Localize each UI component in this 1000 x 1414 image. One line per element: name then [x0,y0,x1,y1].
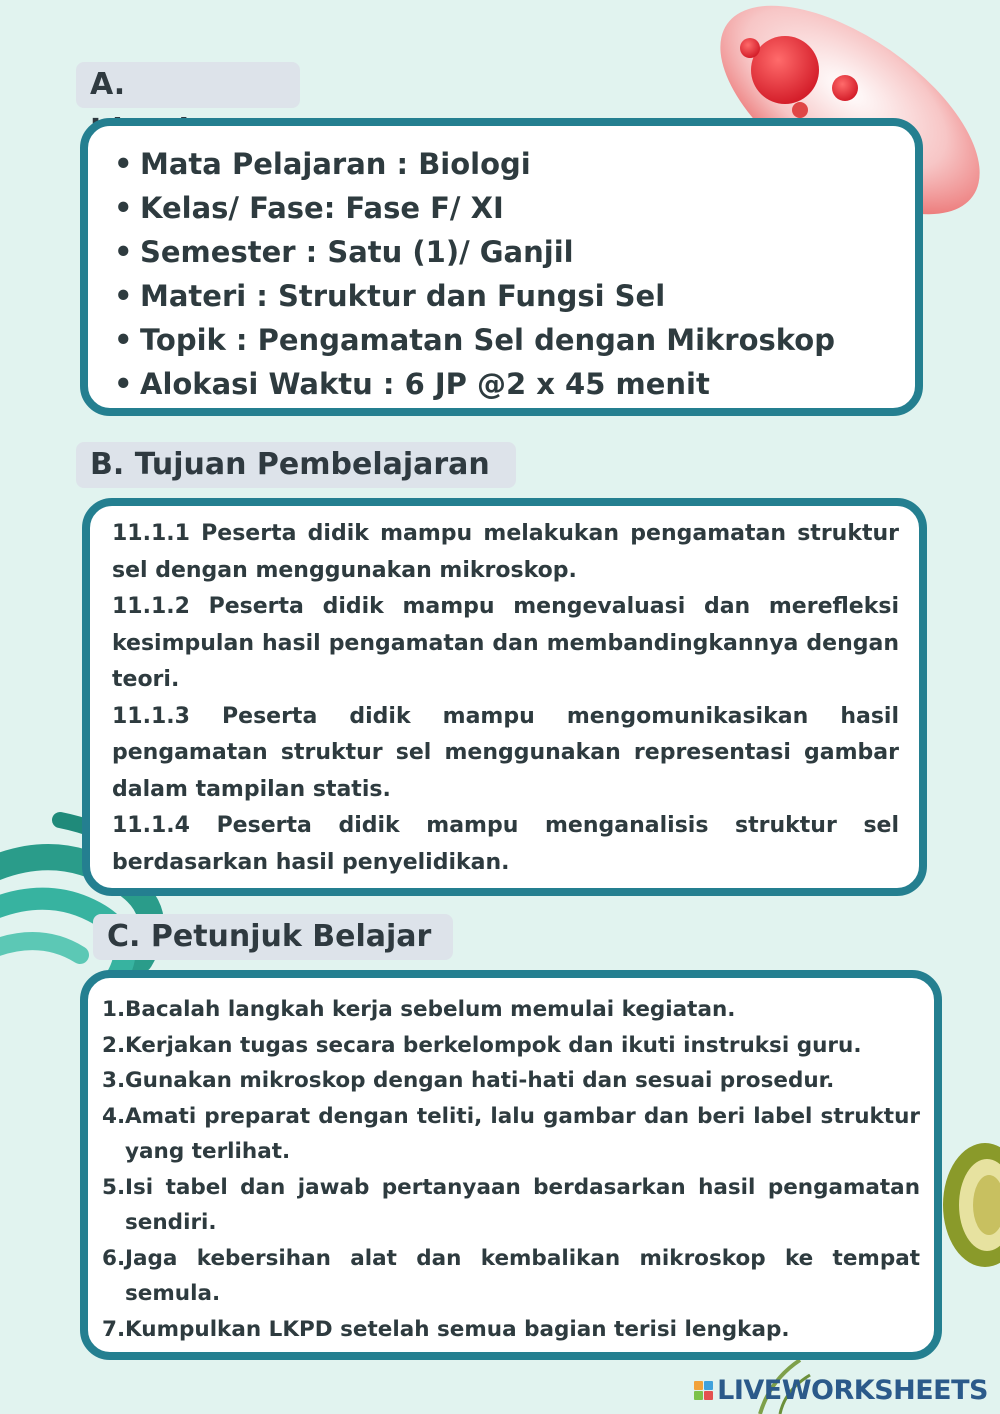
identity-item: • Semester : Satu (1)/ Ganjil [114,230,915,274]
identity-item: • Materi : Struktur dan Fungsi Sel [114,274,915,318]
instruction-text: Jaga kebersihan alat dan kembalikan mikroskop ke tempat semula. [125,1245,920,1306]
instruction-text: Gunakan mikroskop dengan hati-hati dan sesuai prosedur. [125,1068,835,1093]
identity-box [80,118,923,416]
instruction-number: 5. [102,1174,126,1200]
instruction-item [102,1028,920,1064]
liveworksheets-logo-text: LIVEWORKSHEETS [717,1375,988,1406]
identity-item: • Mata Pelajaran : Biologi [114,142,915,186]
instruction-item [102,1241,920,1312]
instruction-number: 7. [102,1316,126,1342]
instruction-item [102,1099,920,1170]
identity-list [88,126,915,406]
instruction-number: 4. [102,1103,126,1129]
objectives-box [82,498,927,896]
identity-item: • Alokasi Waktu : 6 JP @2 x 45 menit [114,362,915,406]
objective-item: 11.1.4 Peserta didik mampu menganalisis struktur sel berdasarkan hasil penyelidikan. [112,813,899,875]
instruction-text: Kumpulkan LKPD setelah semua bagian terisi lengkap. [125,1316,790,1342]
instruction-item [102,1063,920,1099]
liveworksheets-logo[interactable] [694,1375,988,1406]
instruction-number: 1. [102,997,126,1022]
section-identity-heading: A. [76,62,300,108]
instruction-text: Kerjakan tugas secara berkelompok dan ikuti instruksi guru. [125,1032,862,1058]
identity-item: • Kelas/ Fase: Fase F/ XI [114,186,915,230]
liveworksheets-logo-icon [694,1381,713,1400]
instruction-item [102,1312,920,1348]
instruction-number: 3. [102,1068,126,1093]
instruction-text: Amati preparat dengan teliti, lalu gambar dan beri label struktur yang terlihat. [125,1103,920,1164]
instructions-box [80,970,942,1360]
objective-item: 11.1.2 Peserta didik mampu mengevaluasi dan merefleksi kesimpulan hasil pengamatan dan membandingkannya dengan teori. [112,594,899,692]
instruction-number: 6. [102,1245,126,1271]
section-objectives-heading: B. Tujuan Pembelajaran [76,442,516,488]
instruction-text: Isi tabel dan jawab pertanyaan berdasarkan hasil pengamatan sendiri. [125,1174,920,1235]
instruction-item [102,1170,920,1241]
objective-item: 11.1.3 Peserta didik mampu mengomunikasikan hasil pengamatan struktur sel menggunakan representasi gambar dalam tampilan statis. [112,703,899,802]
instruction-text: Bacalah langkah kerja sebelum memulai kegiatan. [125,997,736,1022]
instructions-list [102,992,920,1347]
objective-item: 11.1.1 Peserta didik mampu melakukan pengamatan struktur sel dengan menggunakan mikroskop. [112,521,899,583]
instruction-item [102,992,920,1028]
identity-item: • Topik : Pengamatan Sel dengan Mikroskop [114,318,915,362]
section-instructions-heading: C. Petunjuk Belajar [93,914,453,960]
instruction-number: 2. [102,1032,126,1058]
